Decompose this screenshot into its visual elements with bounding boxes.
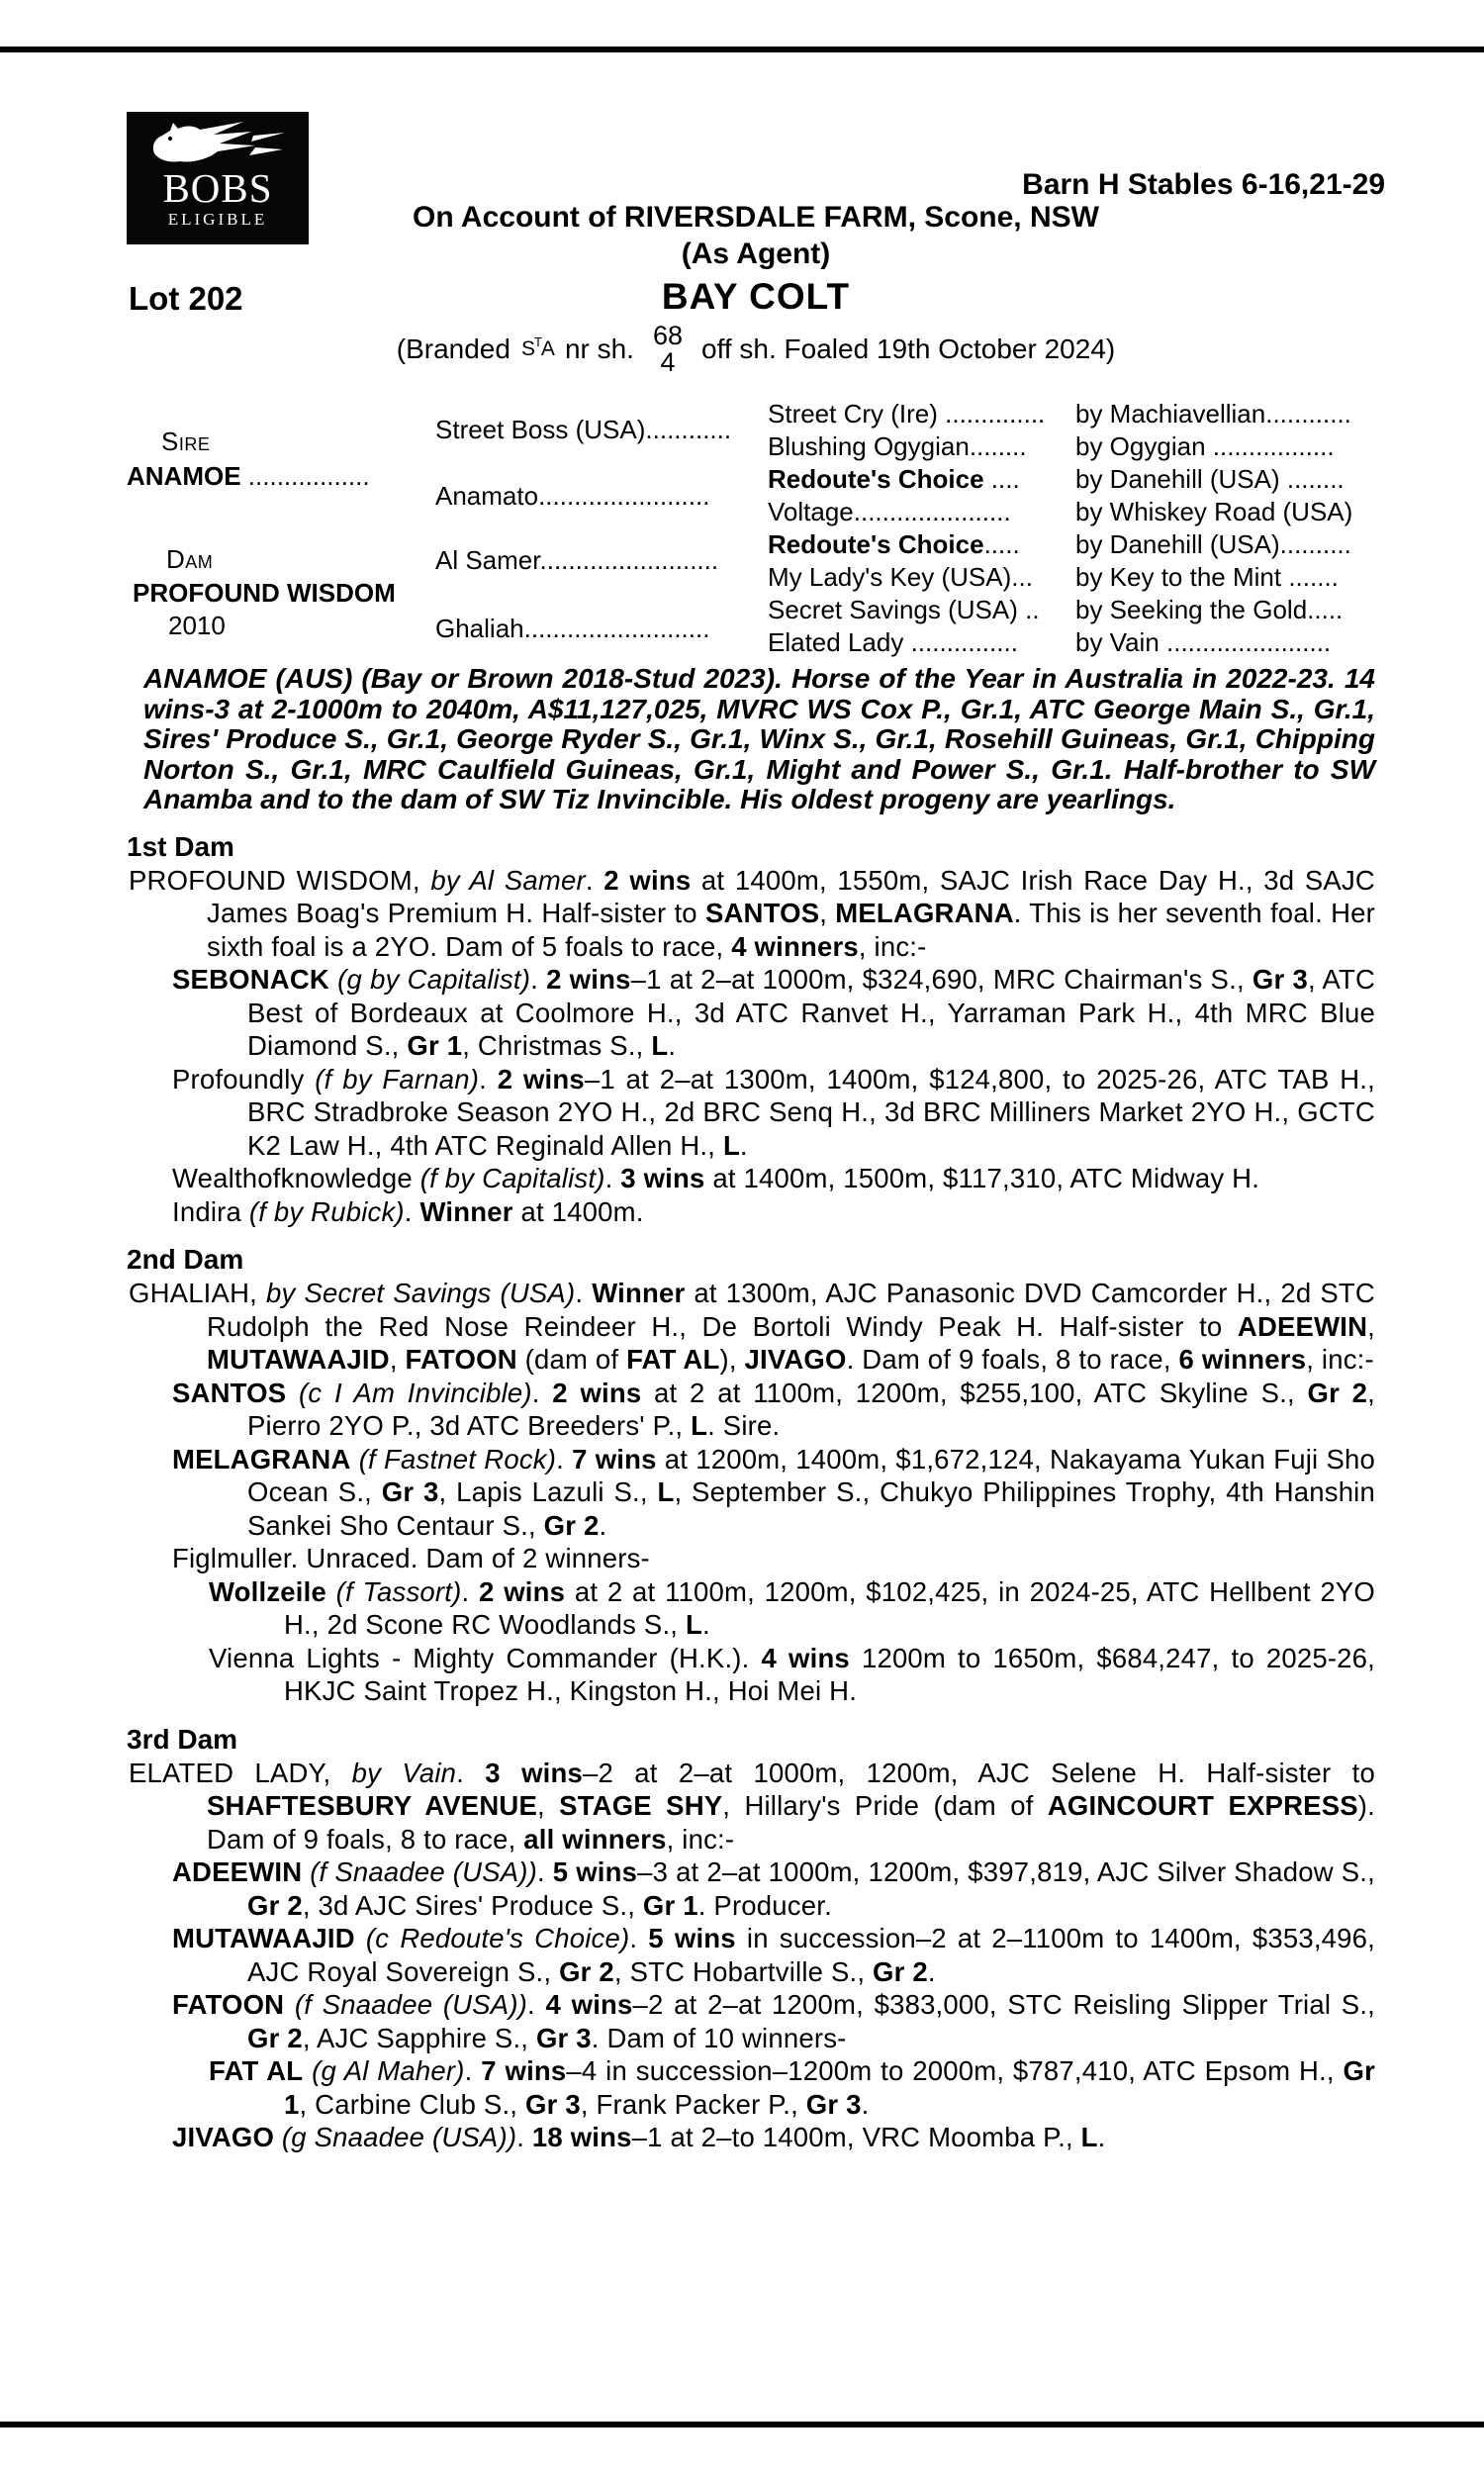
grandparent-name: Redoute's Choice ....	[768, 464, 1020, 494]
grandparent-name: Blushing Ogygian........	[768, 431, 1027, 461]
pedigree-sire-of-dam: Al Samer.........................	[435, 545, 719, 575]
section-heading-1st-dam: 1st Dam	[127, 830, 234, 862]
grandparent-name: Redoute's Choice.....	[768, 529, 1020, 559]
grandparent-by: by Whiskey Road (USA)	[1075, 497, 1353, 526]
progeny-jivago: JIVAGO (g Snaadee (USA)). 18 wins–1 at 2–to 1400m, VRC Moomba P., L.	[172, 2122, 1106, 2152]
dam-name: PROFOUND WISDOM	[133, 578, 396, 608]
brand-near-shoulder: nr sh.	[564, 333, 634, 364]
grandparent-by: by Machiavellian............	[1075, 399, 1351, 428]
dam-year: 2010	[168, 611, 226, 640]
brand-suffix: off sh. Foaled 19th October 2024)	[701, 333, 1116, 364]
grandparent-name: My Lady's Key (USA)...	[768, 562, 1033, 592]
lot-number: Lot 202	[129, 280, 243, 317]
pedigree-dam-of-dam: Ghaliah..........................	[435, 614, 710, 643]
horse-head-icon	[146, 120, 289, 171]
progeny-vienna-lights: Vienna Lights - Mighty Commander (H.K.). 4 wins 1200m to 1650m, $684,247, to 2025-26, HKJC Saint Tropez H., Kingston H., Hoi Mei H.	[209, 1642, 1375, 1706]
dam-profile-ghaliah: GHALIAH, by Secret Savings (USA). Winner at 1300m, AJC Panasonic DVD Camcorder H., 2d STC Rudolph the Red Nose Reindeer H., De Bortoli Windy Peak H. Half-sister to ADEEWIN, MUTAWAAJID, FATOON (dam of FAT AL), JIVAGO. Dam of 9 foals, 8 to race, 6 winners, inc:-	[129, 1278, 1375, 1375]
grandparent-name: Elated Lady ...............	[768, 627, 1018, 657]
brand-symbol: $S^TA$	[520, 334, 554, 360]
pedigree-dam-of-sire: Anamato........................	[435, 481, 710, 511]
barn-line: Barn H Stables 6-16,21-29	[1022, 168, 1385, 201]
logo-text-bobs: BOBS	[162, 165, 273, 211]
dam-label: Dam	[166, 544, 214, 574]
progeny-wollzeile: Wollzeile (f Tassort). 2 wins at 2 at 1100m, 1200m, $102,425, in 2024-25, ATC Hellbent 2YO H., 2d Scone RC Woodlands S., L.	[209, 1575, 1375, 1640]
grandparent-by: by Ogygian .................	[1075, 431, 1335, 461]
grandparent-by: by Danehill (USA) ........	[1075, 464, 1345, 494]
top-rule	[0, 47, 1484, 52]
progeny-figlmuller: Figlmuller. Unraced. Dam of 2 winners-	[172, 1543, 650, 1573]
brand-number-top: 68	[652, 321, 684, 350]
progeny-fat-al: FAT AL (g Al Maher). 7 wins–4 in succession–1200m to 2000m, $787,410, ATC Epsom H., Gr 1, Carbine Club S., Gr 3, Frank Packer P., Gr 3.	[209, 2055, 1375, 2120]
section-heading-3rd-dam: 3rd Dam	[127, 1723, 238, 1755]
horse-title: BAY COLT	[661, 276, 851, 317]
progeny-mutawaajid: MUTAWAAJID (c Redoute's Choice). 5 wins in succession–2 at 2–1100m to 1400m, $353,496, AJC Royal Sovereign S., Gr 2, STC Hobartville S., Gr 2.	[172, 1923, 1376, 1987]
sire-blurb: ANAMOE (AUS) (Bay or Brown 2018-Stud 2023). Horse of the Year in Australia in 2022-23. 14 wins-3 at 2-1000m to 2040m, A$11,127,025, MVRC WS Cox P., Gr.1, ATC George Main S., Gr.1, Sires' Produce S., Gr.1, George Ryder S., Gr.1, Winx S., Gr.1, Rosehill Guineas, Gr.1, Chipping Norton S., Gr.1, MRC Caulfield Guineas, Gr.1, Might and Power S., Gr.1. Half-brother to SW Anamba and to the dam of SW Tiz Invincible. His oldest progeny are yearlings.	[143, 663, 1375, 814]
grandparent-name: Secret Savings (USA) ..	[768, 595, 1040, 624]
progeny-indira: Indira (f by Rubick). Winner at 1400m.	[172, 1195, 644, 1227]
progeny-wealthofknowledge: Wealthofknowledge (f by Capitalist). 3 wins at 1400m, 1500m, $117,310, ATC Midway H.	[172, 1163, 1260, 1193]
grandparent-by: by Vain .......................	[1075, 627, 1332, 657]
progeny-sebonack: SEBONACK (g by Capitalist). 2 wins–1 at 2–at 1000m, $324,690, MRC Chairman's S., Gr 3, ATC Best of Bordeaux at Coolmore H., 3d ATC Ranvet H., Yarraman Park H., 4th MRC Blue Diamond S., Gr 1, Christmas S., L.	[172, 964, 1376, 1061]
vendor-account-line: On Account of RIVERSDALE FARM, Scone, NSW	[413, 201, 1099, 234]
sire-name: ANAMOE .................	[127, 461, 370, 491]
progeny-fatoon: FATOON (f Snaadee (USA)). 4 wins–2 at 2–at 1200m, $383,000, STC Reisling Slipper Trial S., Gr 2, AJC Sapphire S., Gr 3. Dam of 10 winners-	[172, 1989, 1375, 2053]
bottom-rule	[0, 2422, 1484, 2427]
brand-number	[653, 323, 683, 376]
progeny-melagrana: MELAGRANA (f Fastnet Rock). 7 wins at 1200m, 1400m, $1,672,124, Nakayama Yukan Fuji Sho Ocean S., Gr 3, Lapis Lazuli S., L, September S., Chukyo Philippines Trophy, 4th Hanshin Sankei Sho Centaur S., Gr 2.	[172, 1443, 1375, 1541]
sire-label: Sire	[161, 427, 211, 456]
dam-profile-elated-lady: ELATED LADY, by Vain. 3 wins–2 at 2–at 1000m, 1200m, AJC Selene H. Half-sister to SHAFTESBURY AVENUE, STAGE SHY, Hillary's Pride (dam of AGINCOURT EXPRESS). Dam of 9 foals, 8 to race, all winners, inc:-	[129, 1757, 1376, 1855]
grandparent-name: Voltage......................	[768, 497, 1011, 526]
brand-line	[127, 317, 1385, 382]
pedigree-text-body	[127, 664, 1375, 2154]
brand-prefix: (Branded	[396, 333, 510, 364]
grandparent-by: by Seeking the Gold.....	[1075, 595, 1344, 624]
pedigree-table	[127, 396, 1375, 663]
agent-line: (As Agent)	[681, 238, 831, 270]
section-heading-2nd-dam: 2nd Dam	[127, 1244, 244, 1275]
grandparent-by: by Danehill (USA)..........	[1075, 529, 1351, 559]
grandparent-by: by Key to the Mint .......	[1075, 562, 1339, 592]
dam-profile-profound-wisdom: PROFOUND WISDOM, by Al Samer. 2 wins at 1400m, 1550m, SAJC Irish Race Day H., 3d SAJC James Boag's Premium H. Half-sister to SANTOS, MELAGRANA. This is her seventh foal. Her sixth foal is a 2YO. Dam of 5 foals to race, 4 winners, inc:-	[129, 864, 1375, 962]
grandparent-name: Street Cry (Ire) ..............	[768, 399, 1046, 428]
pedigree-sire-of-sire: Street Boss (USA)............	[435, 415, 732, 444]
brand-number-bottom: 4	[660, 347, 676, 377]
progeny-profoundly: Profoundly (f by Farnan). 2 wins–1 at 2–at 1300m, 1400m, $124,800, to 2025-26, ATC TAB H., BRC Stradbroke Season 2YO H., 2d BRC Senq H., 3d BRC Milliners Market 2YO H., GCTC K2 Law H., 4th ATC Reginald Allen H., L.	[172, 1063, 1375, 1161]
progeny-santos: SANTOS (c I Am Invincible). 2 wins at 2 at 1100m, 1200m, $255,100, ATC Skyline S., Gr 2, Pierro 2YO P., 3d ATC Breeders' P., L. Sire.	[172, 1377, 1375, 1441]
logo-text-eligible: ELIGIBLE	[167, 210, 268, 229]
progeny-adeewin: ADEEWIN (f Snaadee (USA)). 5 wins–3 at 2–at 1000m, 1200m, $397,819, AJC Silver Shadow S., Gr 2, 3d AJC Sires' Produce S., Gr 1. Producer.	[172, 1856, 1375, 1921]
